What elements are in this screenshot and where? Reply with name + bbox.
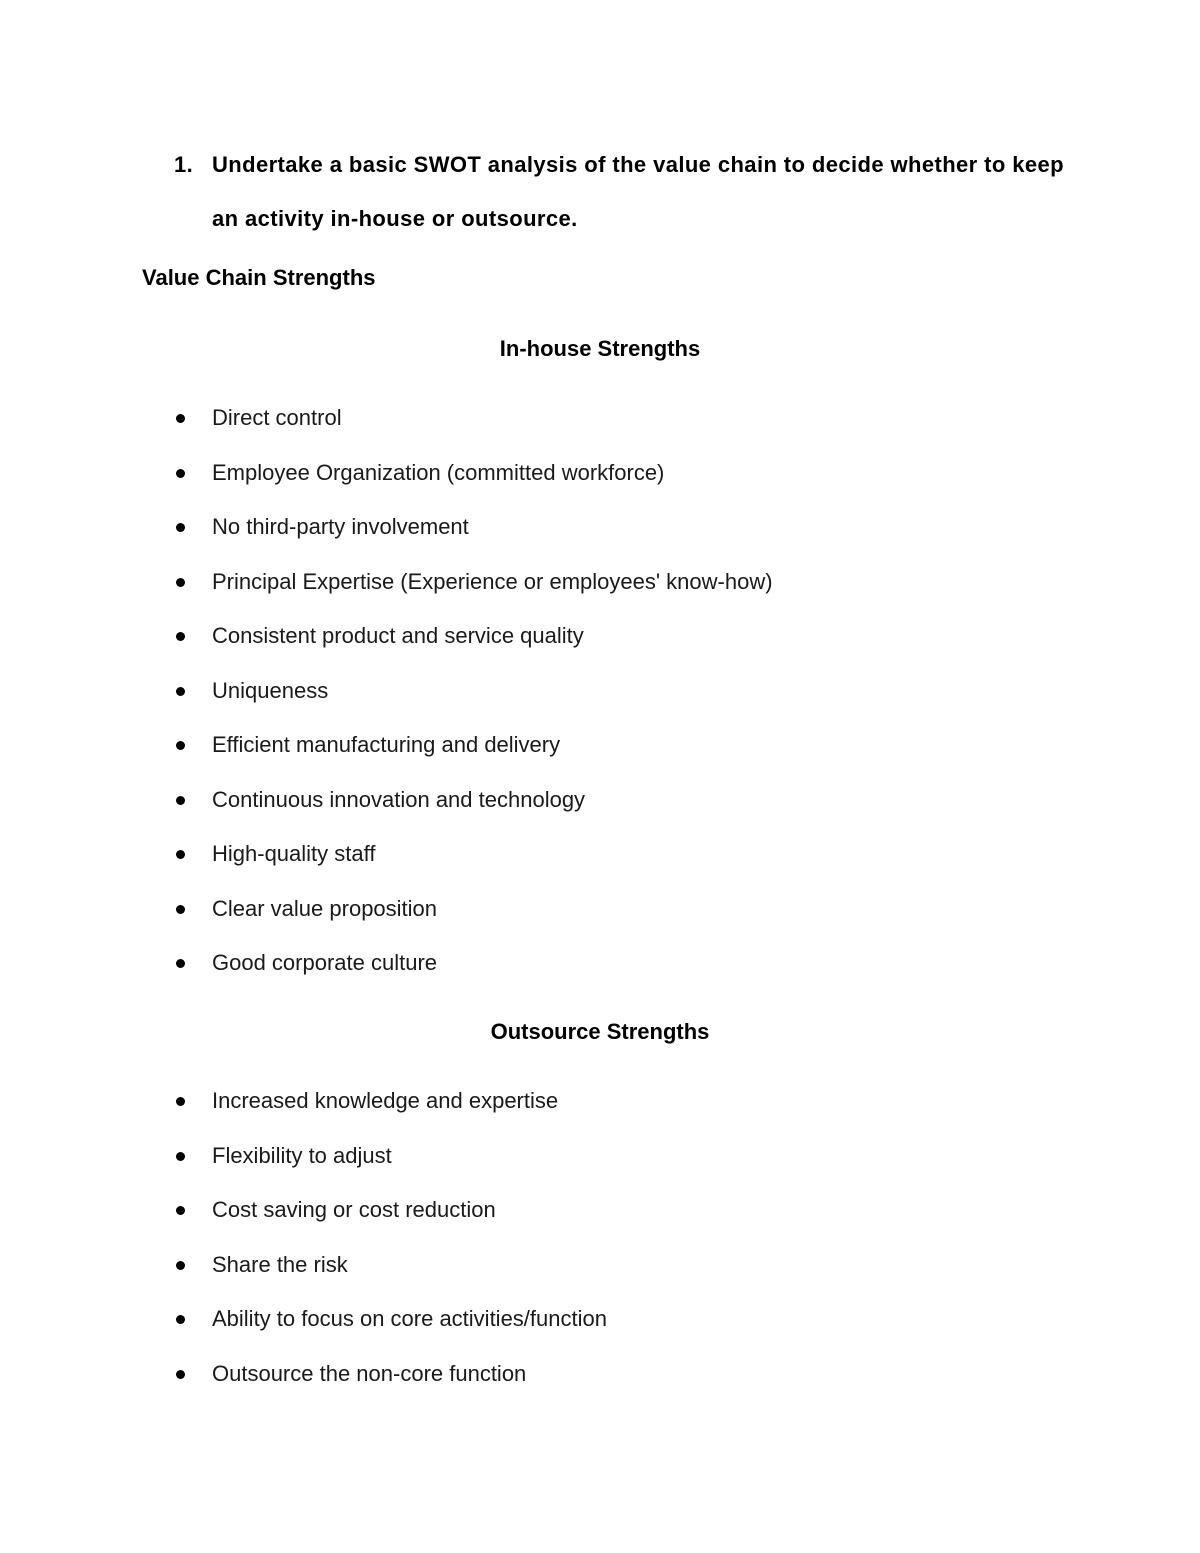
bullet-icon xyxy=(176,469,185,478)
bullet-icon xyxy=(176,687,185,696)
section-heading: Value Chain Strengths xyxy=(142,265,376,290)
question-text: Undertake a basic SWOT analysis of the value chain to decide whether to keep an activity in-house or outsource. xyxy=(212,152,1064,231)
bullet-icon xyxy=(176,1097,185,1106)
bullet-icon xyxy=(176,1370,185,1379)
question xyxy=(174,138,1074,246)
outsource-heading: Outsource Strengths xyxy=(490,1019,710,1044)
bullet-icon xyxy=(176,414,185,423)
bullet-icon xyxy=(176,1152,185,1161)
inhouse-heading: In-house Strengths xyxy=(499,336,701,361)
bullet-icon xyxy=(176,1261,185,1270)
document-page: 1. Undertake a basic SWOT analysis of the value chain to decide whether to keep an activity in-house or outsource. Value Chain Strengths In-house Strengths Direct control Employee Organization (committed workforce) No third-party involvement Principal Expertise (Experience or employees' know-how) Consistent product and service quality Uniqueness Efficient manufacturing and delivery Continuous innovation and technology High-quality staff Clear value proposition Good corporate culture Outsource Strengths Increased knowledge and expertise Flexibility to adjust Cost saving or cost reduction Share the risk Ability to focus on core activities/function Outsource the non-core function xyxy=(0,0,1200,1553)
bullet-icon xyxy=(176,905,185,914)
bullet-icon xyxy=(176,1206,185,1215)
bullet-icon xyxy=(176,523,185,532)
bullet-icon xyxy=(176,632,185,641)
bullet-icon xyxy=(176,1315,185,1324)
bullet-icon xyxy=(176,578,185,587)
bullet-icon xyxy=(176,741,185,750)
question-number: 1. xyxy=(174,152,194,177)
bullet-icon xyxy=(176,796,185,805)
bullet-icon xyxy=(176,850,185,859)
bullet-icon xyxy=(176,959,185,968)
